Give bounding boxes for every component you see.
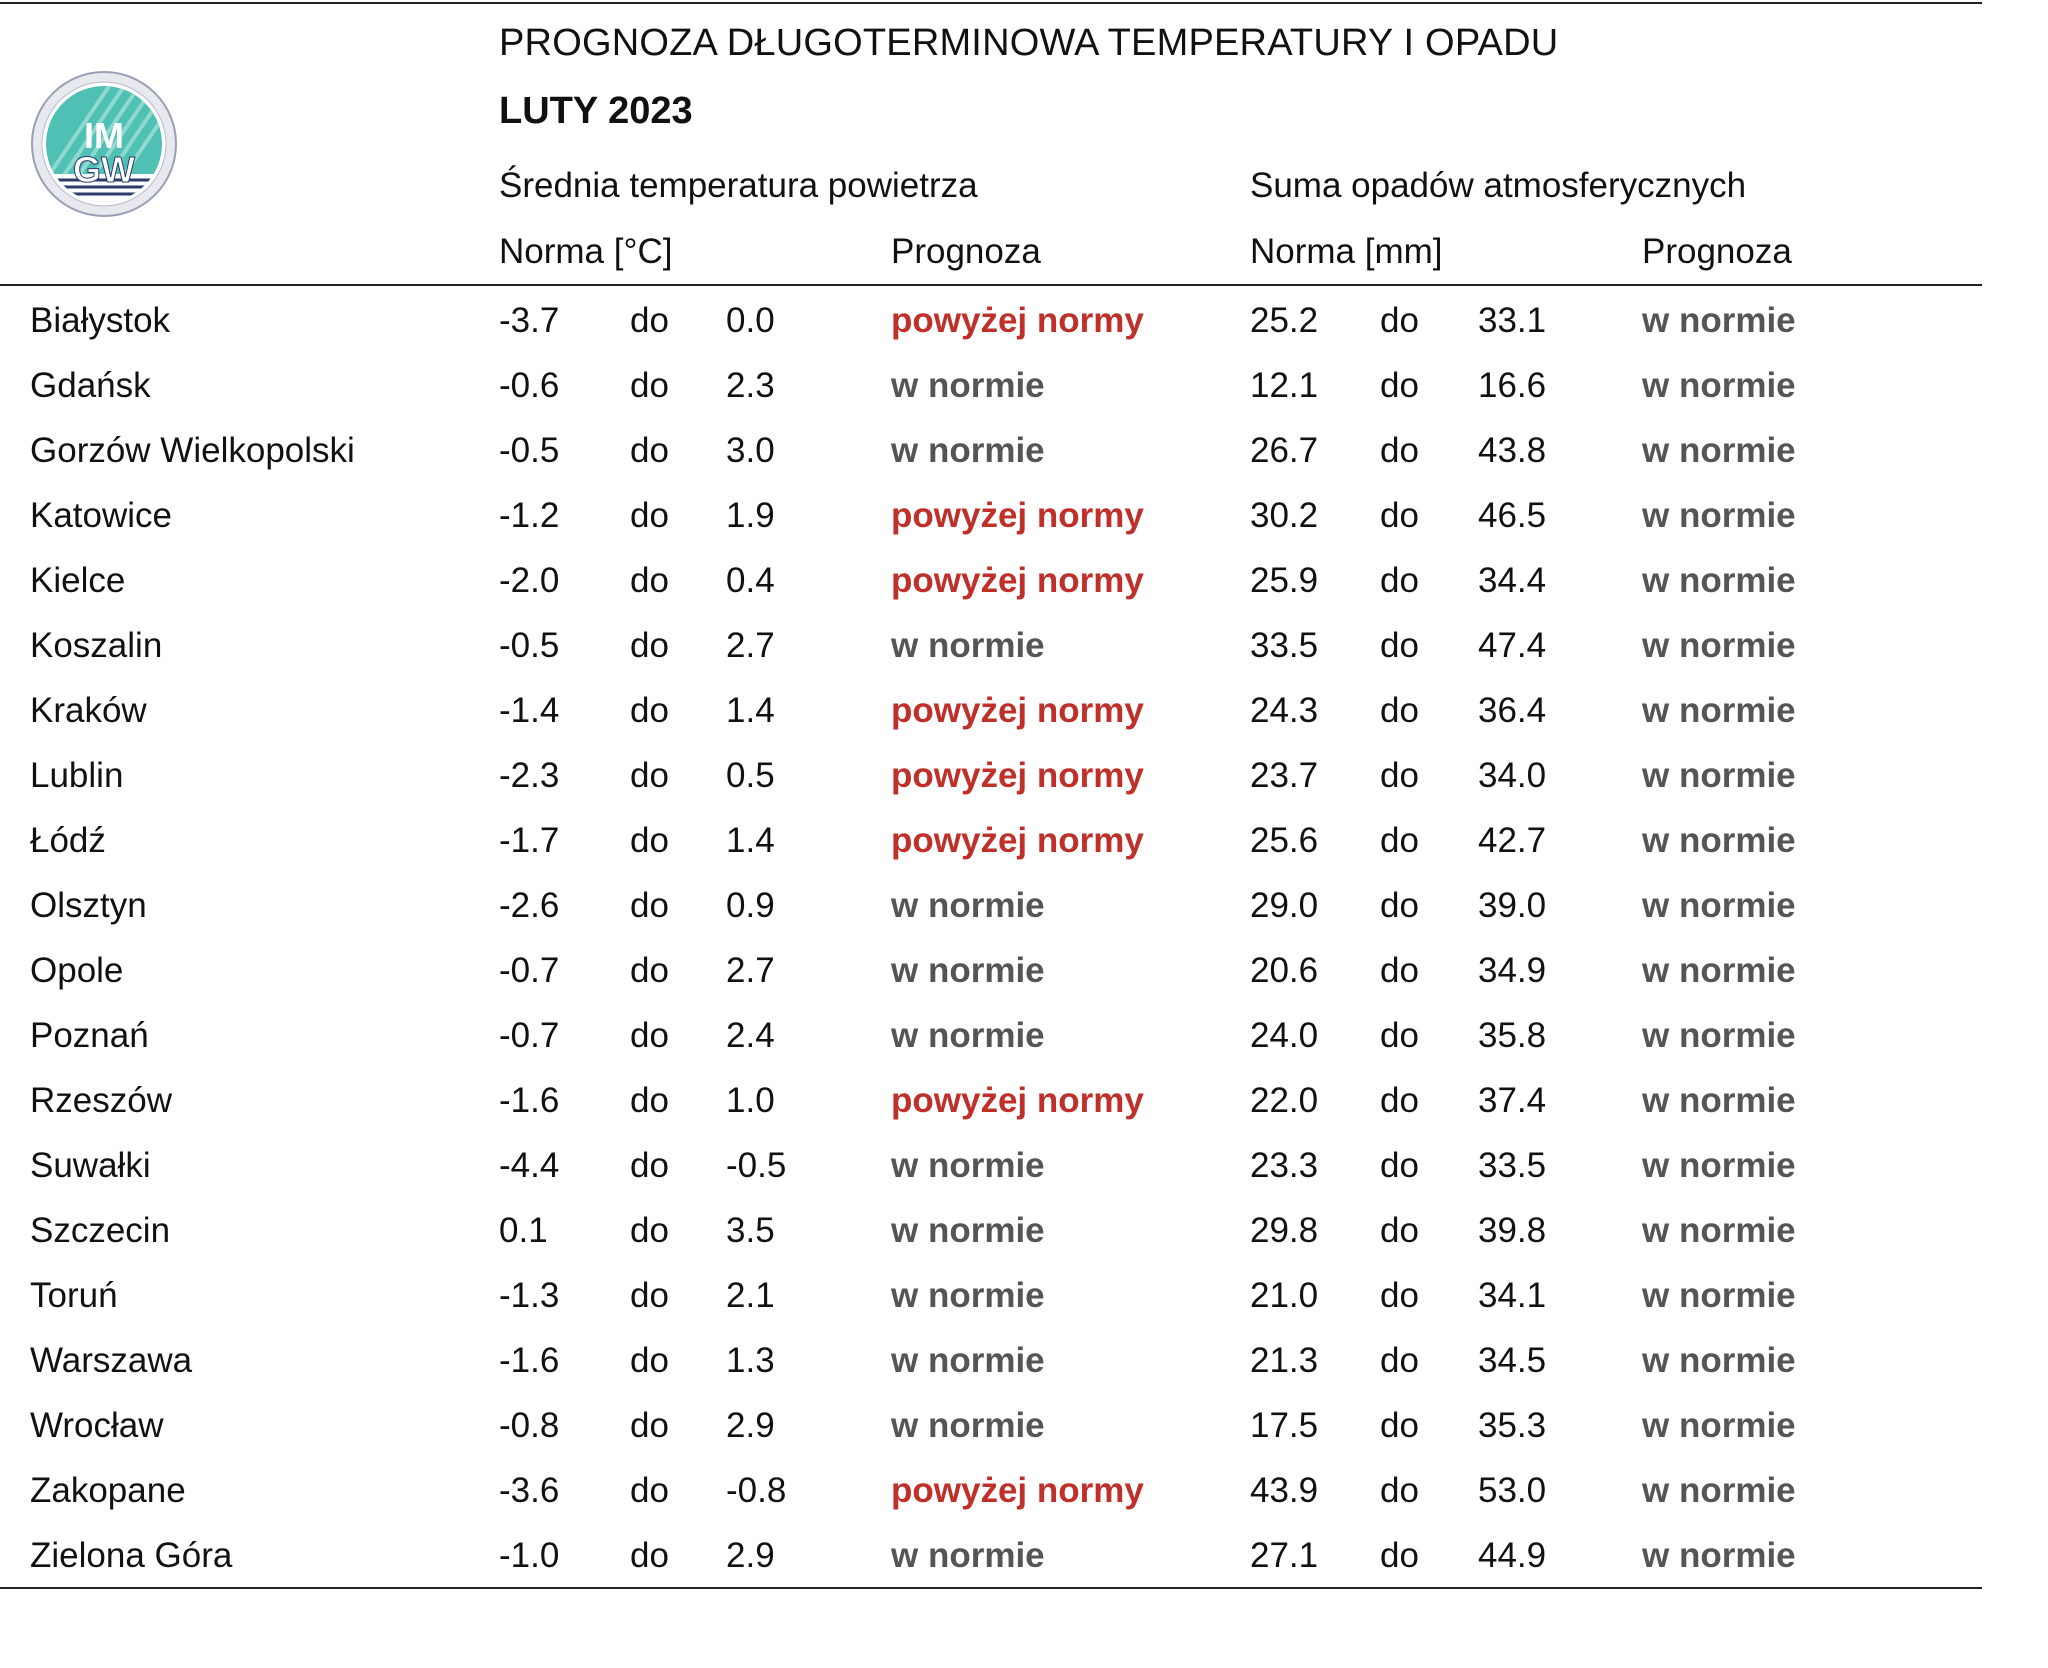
temp-norm-do: do: [630, 951, 669, 990]
precip-norm-max: 34.1: [1478, 1276, 1547, 1315]
precip-norm-min: 27.1: [1250, 1536, 1319, 1575]
temp-norm-max: 1.4: [726, 821, 775, 860]
table-row: [0, 1135, 1982, 1200]
temp-forecast: w normie: [891, 431, 1045, 470]
precip-forecast: w normie: [1642, 756, 1796, 795]
precip-norm-do: do: [1380, 1016, 1419, 1055]
temp-norm-do: do: [630, 1016, 669, 1055]
table-row: [0, 550, 1982, 615]
temp-norm-max: 2.4: [726, 1016, 775, 1055]
precip-norm-max: 46.5: [1478, 496, 1547, 535]
temp-norm-max: 0.5: [726, 756, 775, 795]
precip-norm-do: do: [1380, 301, 1419, 340]
temp-forecast: w normie: [891, 1536, 1045, 1575]
city-name: Łódź: [30, 821, 106, 860]
precip-norm-min: 25.2: [1250, 301, 1319, 340]
bottom-rule: [0, 1587, 1982, 1589]
temp-norm-min: -0.7: [499, 951, 560, 990]
table-row: [0, 1265, 1982, 1330]
table-row: [0, 1005, 1982, 1070]
table-row: [0, 290, 1982, 355]
temp-norm-do: do: [630, 821, 669, 860]
page-title: PROGNOZA DŁUGOTERMINOWA TEMPERATURY I OPADU: [499, 22, 1559, 64]
precip-norm-max: 35.3: [1478, 1406, 1547, 1445]
temp-norm-min: -4.4: [499, 1146, 560, 1185]
temp-norm-do: do: [630, 1146, 669, 1185]
precip-forecast-header: Prognoza: [1642, 232, 1792, 271]
city-name: Gorzów Wielkopolski: [30, 431, 355, 470]
header-rule: [0, 284, 1982, 286]
temp-norm-min: -1.6: [499, 1081, 560, 1120]
precip-norm-do: do: [1380, 366, 1419, 405]
precip-forecast: w normie: [1642, 1211, 1796, 1250]
precip-norm-max: 33.5: [1478, 1146, 1547, 1185]
precip-norm-max: 34.0: [1478, 756, 1547, 795]
precip-forecast: w normie: [1642, 561, 1796, 600]
imgw-logo: [30, 70, 178, 218]
table-row: [0, 875, 1982, 940]
temp-norm-do: do: [630, 1536, 669, 1575]
precip-forecast: w normie: [1642, 301, 1796, 340]
table-row: [0, 615, 1982, 680]
temp-norm-min: -1.7: [499, 821, 560, 860]
precip-norm-max: 34.4: [1478, 561, 1547, 600]
precip-forecast: w normie: [1642, 1341, 1796, 1380]
temp-norm-max: 1.9: [726, 496, 775, 535]
precip-norm-do: do: [1380, 821, 1419, 860]
precip-forecast: w normie: [1642, 1146, 1796, 1185]
temp-forecast: w normie: [891, 1016, 1045, 1055]
precip-norm-max: 42.7: [1478, 821, 1547, 860]
temp-norm-min: -0.5: [499, 626, 560, 665]
table-row: [0, 1070, 1982, 1135]
precip-forecast: w normie: [1642, 1081, 1796, 1120]
city-name: Zakopane: [30, 1471, 186, 1510]
temp-forecast: powyżej normy: [891, 1081, 1144, 1120]
city-name: Zielona Góra: [30, 1536, 233, 1575]
precip-norm-min: 25.9: [1250, 561, 1319, 600]
precip-norm-do: do: [1380, 626, 1419, 665]
precip-norm-do: do: [1380, 1406, 1419, 1445]
precip-norm-max: 43.8: [1478, 431, 1547, 470]
precip-norm-do: do: [1380, 1536, 1419, 1575]
temp-norm-do: do: [630, 301, 669, 340]
city-name: Opole: [30, 951, 124, 990]
top-rule: [0, 2, 1982, 4]
precip-norm-max: 47.4: [1478, 626, 1547, 665]
precip-norm-min: 33.5: [1250, 626, 1319, 665]
temp-norm-max: -0.5: [726, 1146, 787, 1185]
temp-norm-do: do: [630, 886, 669, 925]
temp-norm-max: 1.0: [726, 1081, 775, 1120]
precip-forecast: w normie: [1642, 1406, 1796, 1445]
temp-forecast: w normie: [891, 1341, 1045, 1380]
precip-norm-min: 21.3: [1250, 1341, 1319, 1380]
precip-norm-max: 33.1: [1478, 301, 1547, 340]
temp-norm-min: -3.7: [499, 301, 560, 340]
precip-forecast: w normie: [1642, 821, 1796, 860]
temp-norm-do: do: [630, 1471, 669, 1510]
city-name: Olsztyn: [30, 886, 147, 925]
city-name: Katowice: [30, 496, 173, 535]
temp-forecast: w normie: [891, 626, 1045, 665]
temp-norm-min: -1.0: [499, 1536, 560, 1575]
temp-norm-max: 1.3: [726, 1341, 775, 1380]
precip-norm-min: 25.6: [1250, 821, 1319, 860]
table-row: [0, 1460, 1982, 1525]
precip-norm-min: 26.7: [1250, 431, 1319, 470]
temp-norm-max: -0.8: [726, 1471, 787, 1510]
temp-forecast: powyżej normy: [891, 1471, 1144, 1510]
temp-norm-min: -1.4: [499, 691, 560, 730]
precip-norm-min: 29.8: [1250, 1211, 1319, 1250]
temp-norm-max: 3.5: [726, 1211, 775, 1250]
city-name: Lublin: [30, 756, 124, 795]
precip-norm-max: 36.4: [1478, 691, 1547, 730]
temp-norm-max: 2.3: [726, 366, 775, 405]
precip-forecast: w normie: [1642, 626, 1796, 665]
precip-forecast: w normie: [1642, 1276, 1796, 1315]
precip-norm-min: 21.0: [1250, 1276, 1319, 1315]
temperature-section-label: Średnia temperatura powietrza: [499, 166, 978, 205]
precip-norm-do: do: [1380, 1276, 1419, 1315]
temp-forecast: w normie: [891, 1146, 1045, 1185]
city-name: Szczecin: [30, 1211, 171, 1250]
temp-norm-max: 0.9: [726, 886, 775, 925]
precip-norm-min: 30.2: [1250, 496, 1319, 535]
temp-norm-min: -2.6: [499, 886, 560, 925]
precip-norm-do: do: [1380, 1081, 1419, 1120]
logo-text-bottom: GW: [73, 149, 135, 190]
precip-norm-do: do: [1380, 1146, 1419, 1185]
temp-norm-min: -2.3: [499, 756, 560, 795]
table-row: [0, 810, 1982, 875]
temp-norm-do: do: [630, 561, 669, 600]
precip-forecast: w normie: [1642, 886, 1796, 925]
precip-norm-do: do: [1380, 496, 1419, 535]
city-name: Kielce: [30, 561, 126, 600]
temp-forecast: powyżej normy: [891, 561, 1144, 600]
precip-forecast: w normie: [1642, 1471, 1796, 1510]
temp-norm-min: -1.6: [499, 1341, 560, 1380]
city-name: Wrocław: [30, 1406, 164, 1445]
temp-forecast: w normie: [891, 1276, 1045, 1315]
precip-norm-min: 24.3: [1250, 691, 1319, 730]
city-name: Koszalin: [30, 626, 163, 665]
logo-text-top: IM: [84, 115, 124, 156]
precip-norm-min: 12.1: [1250, 366, 1319, 405]
precip-norm-do: do: [1380, 1341, 1419, 1380]
temp-norm-min: -0.7: [499, 1016, 560, 1055]
precip-norm-max: 53.0: [1478, 1471, 1547, 1510]
temp-norm-max: 2.1: [726, 1276, 775, 1315]
city-name: Gdańsk: [30, 366, 151, 405]
temp-norm-max: 0.0: [726, 301, 775, 340]
temp-forecast: powyżej normy: [891, 756, 1144, 795]
precip-forecast: w normie: [1642, 496, 1796, 535]
precip-norm-max: 39.8: [1478, 1211, 1547, 1250]
temp-norm-max: 0.4: [726, 561, 775, 600]
table-row: [0, 1200, 1982, 1265]
precip-norm-do: do: [1380, 561, 1419, 600]
precip-norm-do: do: [1380, 756, 1419, 795]
city-name: Poznań: [30, 1016, 149, 1055]
temp-forecast: powyżej normy: [891, 301, 1144, 340]
temp-norm-header: Norma [°C]: [499, 232, 673, 271]
city-name: Warszawa: [30, 1341, 193, 1380]
precip-forecast: w normie: [1642, 1016, 1796, 1055]
temp-forecast: w normie: [891, 1211, 1045, 1250]
temp-norm-max: 1.4: [726, 691, 775, 730]
temp-forecast: w normie: [891, 366, 1045, 405]
city-name: Rzeszów: [30, 1081, 172, 1120]
temp-norm-max: 2.9: [726, 1406, 775, 1445]
precip-norm-do: do: [1380, 1471, 1419, 1510]
temp-norm-min: -3.6: [499, 1471, 560, 1510]
imgw-logo-icon: [30, 70, 178, 218]
precip-norm-max: 44.9: [1478, 1536, 1547, 1575]
temp-norm-do: do: [630, 1211, 669, 1250]
temp-norm-do: do: [630, 1276, 669, 1315]
temp-norm-min: -0.6: [499, 366, 560, 405]
precipitation-section-label: Suma opadów atmosferycznych: [1250, 166, 1747, 205]
table-row: [0, 485, 1982, 550]
precip-norm-min: 17.5: [1250, 1406, 1319, 1445]
precip-norm-max: 35.8: [1478, 1016, 1547, 1055]
precip-forecast: w normie: [1642, 951, 1796, 990]
precip-forecast: w normie: [1642, 366, 1796, 405]
temp-forecast: w normie: [891, 886, 1045, 925]
temp-norm-min: 0.1: [499, 1211, 548, 1250]
temp-norm-do: do: [630, 691, 669, 730]
city-name: Suwałki: [30, 1146, 151, 1185]
table-row: [0, 680, 1982, 745]
temp-forecast-header: Prognoza: [891, 232, 1041, 271]
precip-forecast: w normie: [1642, 691, 1796, 730]
precip-norm-do: do: [1380, 1211, 1419, 1250]
temp-norm-max: 3.0: [726, 431, 775, 470]
temp-norm-do: do: [630, 1406, 669, 1445]
table-row: [0, 355, 1982, 420]
temp-norm-do: do: [630, 756, 669, 795]
forecast-table: [0, 290, 1982, 1590]
city-name: Białystok: [30, 301, 171, 340]
precip-norm-max: 16.6: [1478, 366, 1547, 405]
precip-norm-do: do: [1380, 886, 1419, 925]
precip-norm-min: 29.0: [1250, 886, 1319, 925]
table-row: [0, 745, 1982, 810]
precip-norm-min: 23.7: [1250, 756, 1319, 795]
temp-norm-max: 2.7: [726, 626, 775, 665]
precip-norm-max: 37.4: [1478, 1081, 1547, 1120]
temp-forecast: powyżej normy: [891, 496, 1144, 535]
temp-norm-min: -1.3: [499, 1276, 560, 1315]
temp-norm-min: -0.8: [499, 1406, 560, 1445]
precip-norm-do: do: [1380, 951, 1419, 990]
city-name: Kraków: [30, 691, 147, 730]
precip-norm-min: 43.9: [1250, 1471, 1319, 1510]
precip-norm-min: 24.0: [1250, 1016, 1319, 1055]
precip-norm-do: do: [1380, 691, 1419, 730]
table-row: [0, 940, 1982, 1005]
temp-norm-min: -0.5: [499, 431, 560, 470]
temp-norm-do: do: [630, 366, 669, 405]
temp-forecast: powyżej normy: [891, 691, 1144, 730]
temp-norm-max: 2.9: [726, 1536, 775, 1575]
temp-forecast: w normie: [891, 951, 1045, 990]
temp-norm-do: do: [630, 1341, 669, 1380]
precip-norm-max: 34.5: [1478, 1341, 1547, 1380]
precip-norm-min: 22.0: [1250, 1081, 1319, 1120]
temp-forecast: powyżej normy: [891, 821, 1144, 860]
precip-forecast: w normie: [1642, 1536, 1796, 1575]
temp-norm-min: -2.0: [499, 561, 560, 600]
table-row: [0, 1525, 1982, 1590]
precip-norm-max: 34.9: [1478, 951, 1547, 990]
temp-norm-do: do: [630, 1081, 669, 1120]
precip-norm-max: 39.0: [1478, 886, 1547, 925]
page-subtitle: LUTY 2023: [499, 90, 693, 132]
table-row: [0, 1395, 1982, 1460]
temp-norm-min: -1.2: [499, 496, 560, 535]
table-row: [0, 420, 1982, 485]
temp-norm-max: 2.7: [726, 951, 775, 990]
temp-norm-do: do: [630, 496, 669, 535]
precip-norm-min: 20.6: [1250, 951, 1319, 990]
table-row: [0, 1330, 1982, 1395]
precip-norm-do: do: [1380, 431, 1419, 470]
city-name: Toruń: [30, 1276, 118, 1315]
temp-forecast: w normie: [891, 1406, 1045, 1445]
temp-norm-do: do: [630, 626, 669, 665]
precip-norm-min: 23.3: [1250, 1146, 1319, 1185]
precip-norm-header: Norma [mm]: [1250, 232, 1443, 271]
temp-norm-do: do: [630, 431, 669, 470]
precip-forecast: w normie: [1642, 431, 1796, 470]
